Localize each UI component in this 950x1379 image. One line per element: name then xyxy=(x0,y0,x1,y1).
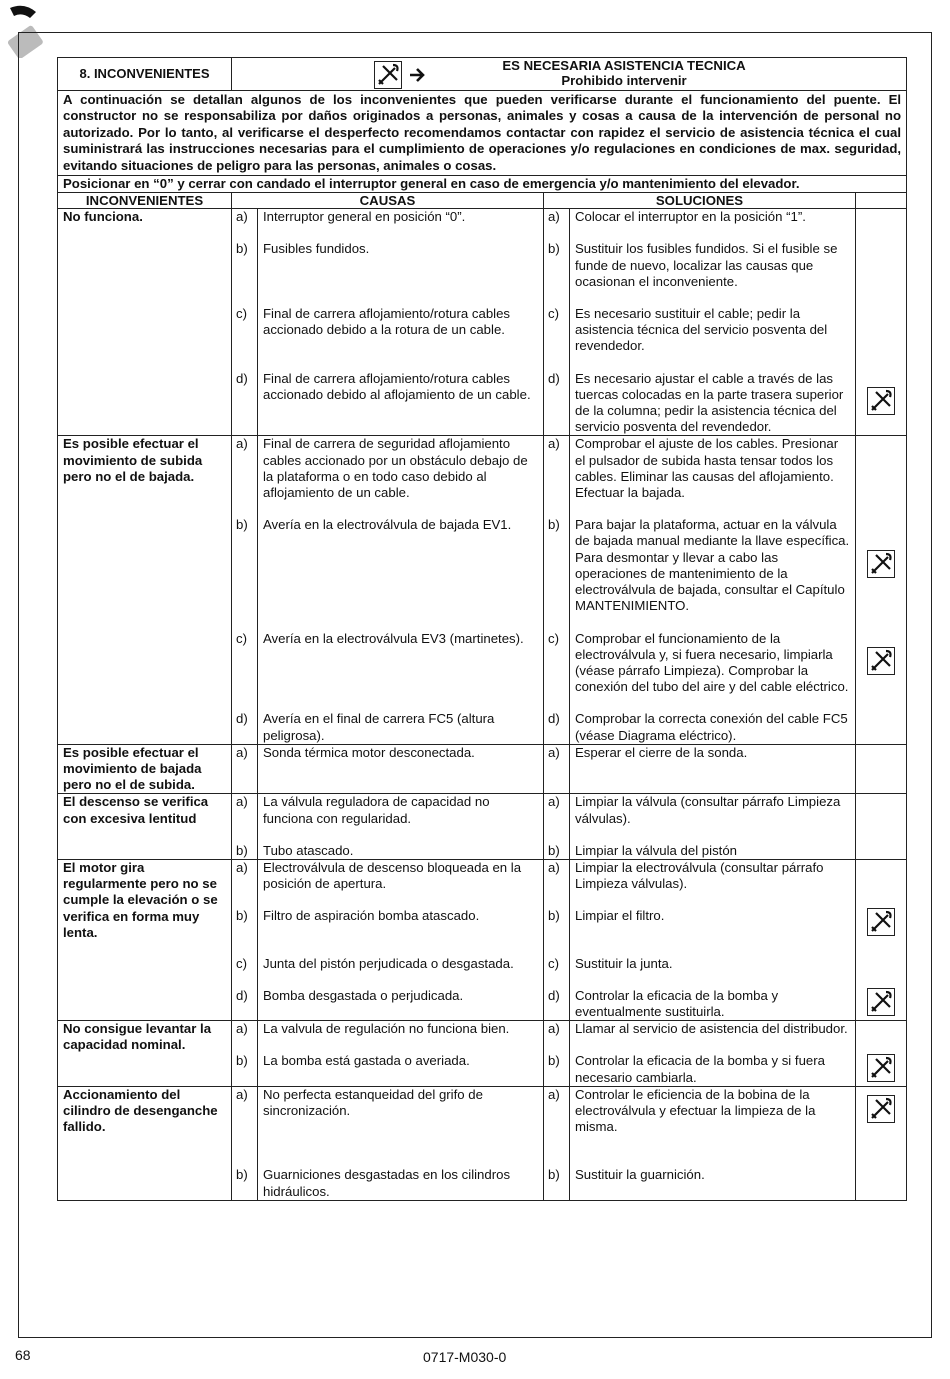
wrench-screwdriver-icon xyxy=(867,908,895,936)
cause-text: Avería en la electroválvula de bajada EV1. xyxy=(258,517,544,630)
icon-cell xyxy=(856,306,907,371)
cause-text: Avería en el final de carrera FC5 (altura peligrosa). xyxy=(258,711,544,744)
problem-title: Es posible efectuar el movimiento de subida pero no el de bajada. xyxy=(58,436,232,744)
cause-letter: b) xyxy=(232,1167,258,1200)
cause-text: Fusibles fundidos. xyxy=(258,241,544,306)
cause-letter: a) xyxy=(232,1021,258,1054)
solution-letter: a) xyxy=(544,436,570,517)
solution-text: Llamar al servicio de asistencia del distribudor. xyxy=(570,1021,856,1054)
table-row xyxy=(58,859,907,908)
icon-cell xyxy=(856,744,907,794)
wrench-screwdriver-icon xyxy=(867,647,895,675)
icon-cell xyxy=(856,1053,907,1086)
solution-text: Es necesario sustituir el cable; pedir la asistencia técnica del servicio posventa del revendedor. xyxy=(570,306,856,371)
solution-letter: d) xyxy=(544,988,570,1021)
page-number: 68 xyxy=(15,1347,31,1363)
troubleshooting-table xyxy=(57,57,907,1201)
table-row xyxy=(58,1021,907,1054)
section-title: 8. INCONVENIENTES xyxy=(58,58,232,91)
cause-text: Final de carrera de seguridad aflojamiento cables accionado por un obstáculo debajo de la plataforma o en todo caso debido al aflojamiento de un cable. xyxy=(258,436,544,517)
cause-text: Bomba desgastada o perjudicada. xyxy=(258,988,544,1021)
cause-letter: d) xyxy=(232,988,258,1021)
column-header-icon xyxy=(856,193,907,209)
cause-letter: b) xyxy=(232,843,258,860)
cause-text: Final de carrera aflojamiento/rotura cables accionado debido a la rotura de un cable. xyxy=(258,306,544,371)
solution-text: Comprobar el funcionamiento de la electroválvula y, si fuera necesario, limpiarla (véase párrafo Limpieza). Comprobar la conexión del tubo del aire y del cable eléctrico. xyxy=(570,631,856,712)
intro-text: A continuación se detallan algunos de los inconvenientes que pueden verificarse durante el funcionamiento del puente. El constructor no se responsabiliza por daños originados a personas, animales y cosas a causa de la intervención de personal no autorizado. Por lo tanto, al verificarse el desperfecto recomendamos contactar con rapidez el servicio de asistencia técnica el cual suministrará las instrucciones necesarias para el cumplimiento de operaciones y/o regulaciones en condiciones de max. seguridad, evitando situaciones de peligro para las personas, animales o cosas. xyxy=(58,91,907,176)
problem-title: El descenso se verifica con excesiva lentitud xyxy=(58,794,232,860)
warning-line-1: ES NECESARIA ASISTENCIA TECNICA xyxy=(502,58,746,73)
wrench-screwdriver-icon xyxy=(867,550,895,578)
table-row xyxy=(58,794,907,843)
icon-cell xyxy=(856,241,907,306)
table-row xyxy=(58,1086,907,1167)
problem-title: Es posible efectuar el movimiento de bajada pero no el de subida. xyxy=(58,744,232,794)
solution-letter: b) xyxy=(544,241,570,306)
solution-text: Sustituir la junta. xyxy=(570,956,856,988)
icon-cell xyxy=(856,1086,907,1167)
cause-text: No perfecta estanqueidad del grifo de sincronización. xyxy=(258,1086,544,1167)
cause-text: Interruptor general en posición “0”. xyxy=(258,209,544,242)
column-header-solutions: SOLUCIONES xyxy=(544,193,856,209)
solution-text: Comprobar el ajuste de los cables. Presionar el pulsador de subida hasta tensar todos los cables. Eliminar las causas del aflojamiento. Efectuar la bajada. xyxy=(570,436,856,517)
icon-cell xyxy=(856,1167,907,1200)
cause-text: Junta del pistón perjudicada o desgastada. xyxy=(258,956,544,988)
solution-text: Limpiar el filtro. xyxy=(570,908,856,955)
solution-text: Limpiar la electroválvula (consultar párrafo Limpieza válvulas). xyxy=(570,859,856,908)
cause-letter: b) xyxy=(232,1053,258,1086)
column-header-causes: CAUSAS xyxy=(232,193,544,209)
warning-line-2: Prohibido intervenir xyxy=(561,73,687,88)
wrench-screwdriver-icon xyxy=(374,61,402,89)
solution-text: Controlar la eficacia de la bomba y eventualmente sustituirla. xyxy=(570,988,856,1021)
problem-title: No funciona. xyxy=(58,209,232,436)
solution-letter: b) xyxy=(544,908,570,955)
solution-letter: d) xyxy=(544,371,570,436)
solution-text: Esperar el cierre de la sonda. xyxy=(570,744,856,794)
column-header-problems: INCONVENIENTES xyxy=(58,193,232,209)
cause-text: La bomba está gastada o averiada. xyxy=(258,1053,544,1086)
cause-letter: a) xyxy=(232,436,258,517)
icon-cell xyxy=(856,956,907,988)
table-row xyxy=(58,744,907,794)
table-row xyxy=(58,436,907,517)
solution-text: Para bajar la plataforma, actuar en la válvula de bajada manual mediante la llave específica. Para desmontar y llevar a cabo las operaciones de mantenimiento de la electroválvula de bajada, consultar el Capítulo MANTENIMIENTO. xyxy=(570,517,856,630)
cause-text: Guarniciones desgastadas en los cilindros hidráulicos. xyxy=(258,1167,544,1200)
solution-text: Limpiar la válvula del pistón xyxy=(570,843,856,860)
cause-letter: a) xyxy=(232,1086,258,1167)
solution-letter: c) xyxy=(544,306,570,371)
cause-text: Filtro de aspiración bomba atascado. xyxy=(258,908,544,955)
solution-text: Es necesario ajustar el cable a través de las tuercas colocadas en la parte trasera superior de la columna; pedir la asistencia técnica del servicio posventa del revendedor. xyxy=(570,371,856,436)
cause-text: La valvula de regulación no funciona bien. xyxy=(258,1021,544,1054)
icon-cell xyxy=(856,988,907,1021)
cause-letter: a) xyxy=(232,859,258,908)
solution-letter: a) xyxy=(544,1021,570,1054)
solution-letter: b) xyxy=(544,1167,570,1200)
technical-assistance-warning xyxy=(232,58,907,91)
solution-text: Controlar la eficacia de la bomba y si fuera necesario cambiarla. xyxy=(570,1053,856,1086)
problem-title: No consigue levantar la capacidad nominal. xyxy=(58,1021,232,1087)
solution-letter: b) xyxy=(544,843,570,860)
cause-letter: a) xyxy=(232,794,258,843)
icon-cell xyxy=(856,908,907,955)
cause-text: La válvula reguladora de capacidad no funciona con regularidad. xyxy=(258,794,544,843)
icon-cell xyxy=(856,859,907,908)
wrench-screwdriver-icon xyxy=(867,988,895,1016)
solution-letter: a) xyxy=(544,209,570,242)
cause-text: Electroválvula de descenso bloqueada en la posición de apertura. xyxy=(258,859,544,908)
solution-letter: d) xyxy=(544,711,570,744)
icon-cell xyxy=(856,711,907,744)
cause-text: Final de carrera aflojamiento/rotura cables accionado debido al aflojamiento de un cable. xyxy=(258,371,544,436)
icon-cell xyxy=(856,843,907,860)
solution-text: Controlar le eficiencia de la bobina de la electroválvula y efectuar la limpieza de la misma. xyxy=(570,1086,856,1167)
solution-text: Colocar el interruptor en la posición “1”. xyxy=(570,209,856,242)
table-row xyxy=(58,209,907,242)
problem-title: El motor gira regularmente pero no se cumple la elevación o se verifica en forma muy lenta. xyxy=(58,859,232,1020)
icon-cell xyxy=(856,1021,907,1054)
problem-title: Accionamiento del cilindro de desenganche fallido. xyxy=(58,1086,232,1200)
icon-cell xyxy=(856,371,907,436)
wrench-screwdriver-icon xyxy=(867,387,895,415)
cause-letter: d) xyxy=(232,711,258,744)
document-code: 0717-M030-0 xyxy=(423,1349,507,1365)
cause-text: Avería en la electroválvula EV3 (martinetes). xyxy=(258,631,544,712)
solution-letter: b) xyxy=(544,517,570,630)
cause-letter: c) xyxy=(232,631,258,712)
solution-letter: a) xyxy=(544,744,570,794)
cause-letter: b) xyxy=(232,908,258,955)
cause-text: Tubo atascado. xyxy=(258,843,544,860)
icon-cell xyxy=(856,436,907,517)
icon-cell xyxy=(856,209,907,242)
wrench-screwdriver-icon xyxy=(867,1095,895,1123)
solution-letter: a) xyxy=(544,794,570,843)
cause-letter: a) xyxy=(232,744,258,794)
cause-letter: c) xyxy=(232,956,258,988)
arrow-right-icon xyxy=(408,66,426,84)
cause-letter: c) xyxy=(232,306,258,371)
solution-letter: b) xyxy=(544,1053,570,1086)
solution-letter: c) xyxy=(544,631,570,712)
icon-cell xyxy=(856,631,907,712)
solution-letter: a) xyxy=(544,1086,570,1167)
cause-letter: b) xyxy=(232,241,258,306)
icon-cell xyxy=(856,517,907,630)
solution-letter: c) xyxy=(544,956,570,988)
cause-text: Sonda térmica motor desconectada. xyxy=(258,744,544,794)
solution-text: Sustituir la guarnición. xyxy=(570,1167,856,1200)
cause-letter: a) xyxy=(232,209,258,242)
emergency-text: Posicionar en “0” y cerrar con candado el interruptor general en caso de emergencia y/o mantenimiento del elevador. xyxy=(58,176,907,193)
wrench-screwdriver-icon xyxy=(867,1054,895,1082)
solution-text: Limpiar la válvula (consultar párrafo Limpieza válvulas). xyxy=(570,794,856,843)
solution-text: Comprobar la correcta conexión del cable FC5 (véase Diagrama eléctrico). xyxy=(570,711,856,744)
cause-letter: b) xyxy=(232,517,258,630)
solution-letter: a) xyxy=(544,859,570,908)
icon-cell xyxy=(856,794,907,843)
solution-text: Sustituir los fusibles fundidos. Si el fusible se funde de nuevo, localizar las causas que ocasionan el inconveniente. xyxy=(570,241,856,306)
cause-letter: d) xyxy=(232,371,258,436)
